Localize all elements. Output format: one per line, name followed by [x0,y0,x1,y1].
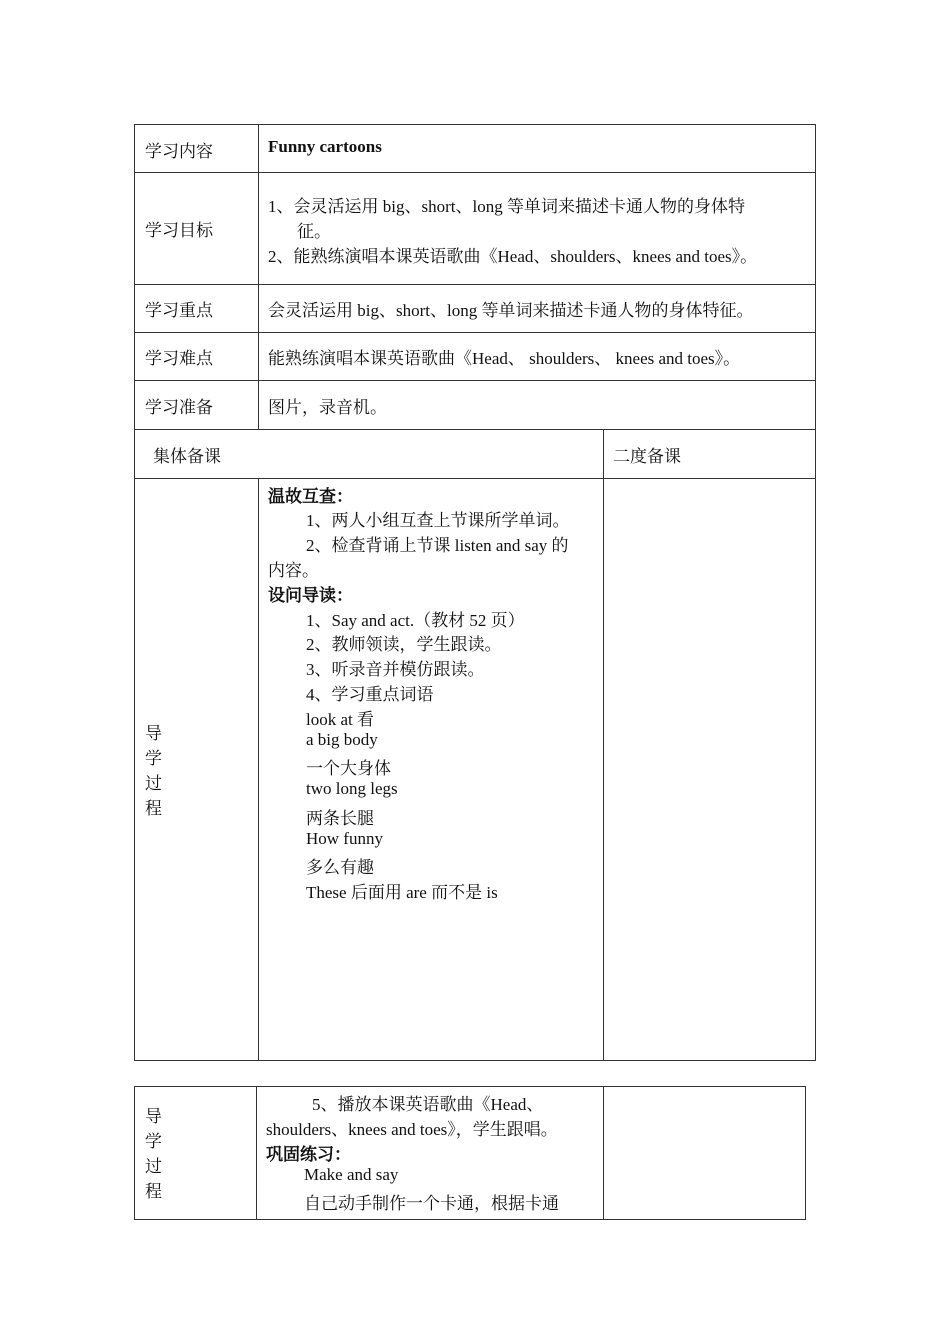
vocab-item: look at 看 [306,710,374,729]
label-content: 学习内容 [145,142,213,161]
label-difficulties: 学习难点 [145,349,213,368]
step-item: 4、学习重点词语 [306,685,434,704]
label-objectives: 学习目标 [145,221,213,240]
label-preparation: 学习准备 [145,398,213,417]
col-divider [258,125,259,429]
process-label-char: 学 [145,749,162,768]
row-divider [135,332,815,333]
process-label-char: 过 [145,1157,162,1176]
process-label-char: 程 [145,1182,162,1201]
step-item: 1、Say and act.（教材 52 页） [306,611,525,630]
col-divider [603,429,604,1060]
lesson-plan-table-continued [134,1086,806,1220]
row-divider [135,478,815,479]
review-item-2: 2、检查背诵上节课 listen and say 的 [306,536,569,555]
review-item-1: 1、两人小组互查上节课所学单词。 [306,511,570,530]
review-heading: 温故互查： [268,487,353,506]
process-label-char: 导 [145,724,162,743]
key-points-text: 会灵活运用 big、short、long 等单词来描述卡通人物的身体特征。 [268,301,754,320]
vocab-item: 两条长腿 [306,809,374,828]
row-divider [135,380,815,381]
guided-reading-heading: 设问导读： [268,586,353,605]
step-item: 3、听录音并模仿跟读。 [306,660,485,679]
process-label-char: 过 [145,774,162,793]
vocab-item: 一个大身体 [306,759,391,778]
row-divider [135,284,815,285]
vocab-item: two long legs [306,779,398,798]
header-collective-prep: 集体备课 [153,447,221,466]
difficulties-text: 能熟练演唱本课英语歌曲《Head、 shoulders、 knees and toes》。 [268,349,741,368]
practice-line: 自己动手制作一个卡通，根据卡通 [304,1194,559,1213]
lesson-title: Funny cartoons [268,137,382,156]
song-step-cont: shoulders、knees and toes》，学生跟唱。 [266,1120,558,1139]
objective-line-1: 1、会灵活运用 big、short、long 等单词来描述卡通人物的身体特 [268,197,745,216]
practice-line: Make and say [304,1165,399,1184]
label-key-points: 学习重点 [145,301,213,320]
song-step: 5、播放本课英语歌曲《Head、 [312,1095,544,1114]
objective-line-2: 2、能熟练演唱本课英语歌曲《Head、shoulders、knees and toes》。 [268,247,758,266]
process-label [145,721,162,821]
vocab-item: These 后面用 are 而不是 is [306,883,498,902]
preparation-text: 图片，录音机。 [268,398,387,417]
objective-line-1-cont: 征。 [297,222,331,241]
step-item: 2、教师领读，学生跟读。 [306,635,502,654]
col-divider [603,1087,604,1219]
process-label-char: 程 [145,799,162,818]
process-label-char: 导 [145,1107,162,1126]
col-divider [258,478,259,1060]
lesson-plan-table [134,124,816,1061]
vocab-item: How funny [306,829,383,848]
header-secondary-prep: 二度备课 [613,447,681,466]
vocab-item: a big body [306,730,378,749]
vocab-item: 多么有趣 [306,858,374,877]
row-divider [135,429,815,430]
process-label [145,1104,162,1204]
process-label-char: 学 [145,1132,162,1151]
practice-heading: 巩固练习： [266,1145,351,1164]
row-divider [135,172,815,173]
col-divider [256,1087,257,1219]
review-item-2-cont: 内容。 [268,561,319,580]
